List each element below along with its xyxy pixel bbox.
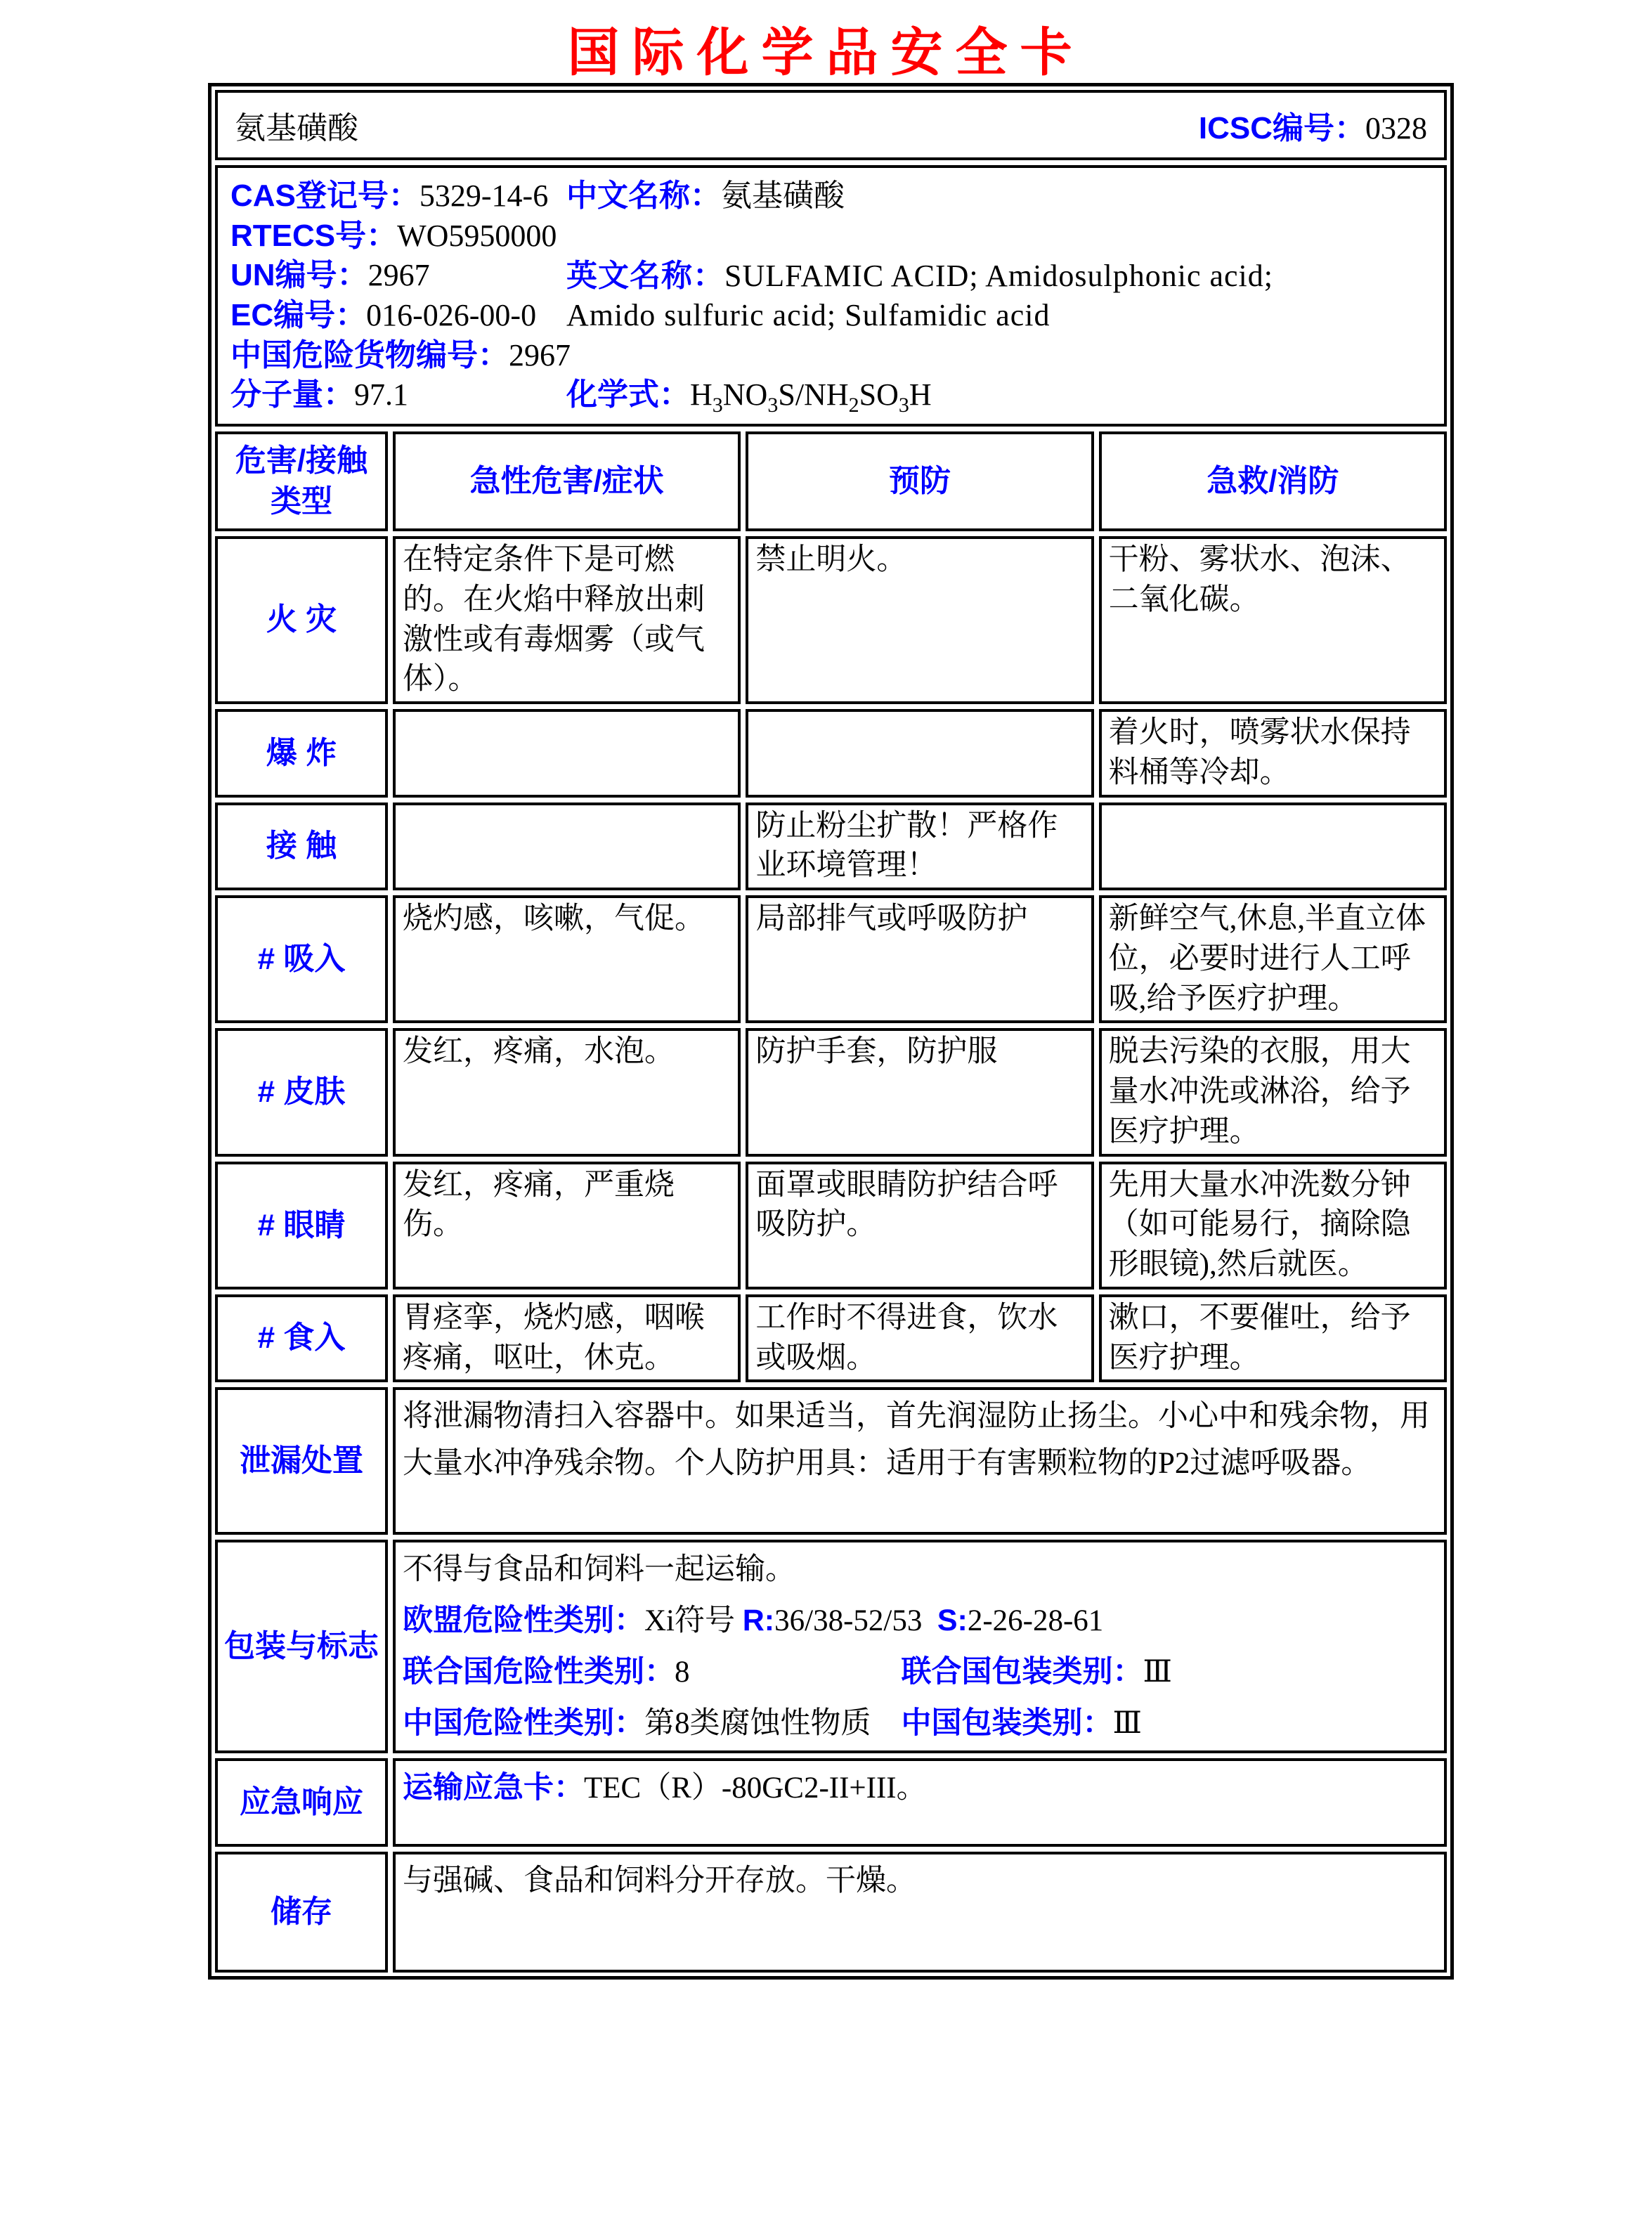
- hazard-table-header: 危害/接触类型: [215, 431, 388, 531]
- icsc-number: [1199, 103, 1427, 148]
- english-name-line: [566, 256, 1431, 336]
- detail-value: Xi符号: [644, 1604, 743, 1638]
- hazard-cell: 胃痉挛，烧灼感，咽喉疼痛，呕吐，休克。: [393, 1294, 741, 1383]
- hazard-table: [215, 431, 1447, 1973]
- identifier-line: [230, 297, 561, 334]
- detail-label: S:: [937, 1604, 968, 1638]
- names-block: [561, 178, 1431, 417]
- hazard-row-label: 火 灾: [215, 536, 388, 704]
- identifier-label: EC编号：: [230, 297, 367, 332]
- detail-line: [403, 1595, 1437, 1646]
- hazard-cell: 先用大量水冲洗数分钟（如可能易行，摘除隐形眼镜),然后就医。: [1099, 1162, 1447, 1289]
- hazard-cell: 发红，疼痛，严重烧伤。: [393, 1162, 741, 1289]
- hazard-cell-wide: [393, 1540, 1447, 1753]
- identifier-line: [230, 337, 571, 375]
- identifier-line: [230, 218, 561, 255]
- hazard-row-label: 接 触: [215, 803, 388, 891]
- hazard-cell: 脱去污染的衣服，用大量水冲洗或淋浴，给予医疗护理。: [1099, 1028, 1447, 1156]
- detail-value: 8: [675, 1656, 902, 1689]
- identifier-line: [230, 178, 561, 215]
- hazard-cell: 发红，疼痛，水泡。: [393, 1028, 741, 1156]
- hazard-cell: 禁止明火。: [746, 536, 1093, 704]
- identifier-label: RTECS号：: [230, 218, 398, 253]
- detail-value: Ⅲ: [1143, 1656, 1172, 1689]
- substance-header-box: [215, 90, 1447, 160]
- detail-label: 欧盟危险性类别：: [403, 1604, 644, 1638]
- hazard-row-label: 包装与标志: [215, 1540, 388, 1753]
- identifier-value: WO5950000: [397, 218, 557, 253]
- identifier-value: 016-026-00-0: [366, 297, 537, 332]
- detail-value: 36/38-52/53: [774, 1604, 937, 1638]
- detail-value: 第8类腐蚀性物质: [644, 1707, 902, 1741]
- detail-value: 2-26-28-61: [967, 1604, 1104, 1638]
- formula-line: [566, 377, 1431, 417]
- english-name-value: SULFAMIC ACID; Amidosulphonic acid; Amido sulfuric acid; Sulfamidic acid: [566, 258, 1273, 332]
- identifier-value: 97.1: [354, 377, 408, 412]
- hazard-cell: [393, 803, 741, 891]
- hazard-row-label: 泄漏处置: [215, 1387, 388, 1535]
- icsc-value: 0328: [1365, 111, 1427, 145]
- hazard-row-label: # 眼睛: [215, 1162, 388, 1289]
- detail-label: 联合国危险性类别：: [403, 1655, 675, 1689]
- hazard-cell: 防止粉尘扩散！严格作业环境管理！: [746, 803, 1093, 891]
- hazard-table-header: 急救/消防: [1099, 431, 1447, 531]
- identifiers-box: [215, 165, 1447, 427]
- detail-label: 中国危险性类别：: [403, 1706, 644, 1741]
- identifier-value: 5329-14-6: [419, 178, 549, 213]
- identifier-value: 2967: [509, 337, 571, 372]
- detail-label: 中国包装类别：: [901, 1706, 1113, 1741]
- detail-label: 联合国包装类别：: [901, 1655, 1143, 1689]
- hazard-cell: [1099, 803, 1447, 891]
- english-name-label: 英文名称：: [566, 258, 724, 293]
- hazard-cell: 新鲜空气,休息,半直立体位，必要时进行人工呼吸,给予医疗护理。: [1099, 895, 1447, 1023]
- hazard-cell: [746, 709, 1093, 798]
- hazard-row-label: # 食入: [215, 1294, 388, 1383]
- hazard-cell: 漱口，不要催吐，给予医疗护理。: [1099, 1294, 1447, 1383]
- detail-label: 运输应急卡：: [403, 1771, 584, 1805]
- icsc-label: ICSC编号：: [1198, 111, 1365, 145]
- hazard-cell-wide: [393, 1758, 1447, 1847]
- detail-value: Ⅲ: [1112, 1707, 1142, 1741]
- detail-value: TEC（R）-80GC2-II+III。: [584, 1772, 927, 1805]
- hazard-row-label: # 皮肤: [215, 1028, 388, 1156]
- identifier-line: [230, 257, 561, 294]
- hazard-row-label: # 吸入: [215, 895, 388, 1023]
- detail-value: 不得与食品和饲料一起运输。: [403, 1553, 795, 1587]
- chinese-name-label: 中文名称：: [566, 178, 721, 213]
- hazard-cell: [393, 709, 741, 798]
- identifier-label: 分子量：: [230, 377, 354, 412]
- detail-line: [403, 1762, 1437, 1814]
- hazard-cell: 干粉、雾状水、泡沫、二氧化碳。: [1099, 536, 1447, 704]
- substance-name: 氨基磺酸: [235, 111, 358, 145]
- hazard-row-label: 应急响应: [215, 1758, 388, 1847]
- formula-value: $H_3NO_3S/NH_2SO_3H$: [690, 377, 932, 417]
- hazard-cell: 烧灼感，咳嗽，气促。: [393, 895, 741, 1023]
- hazard-cell: 局部排气或呼吸防护: [746, 895, 1093, 1023]
- hazard-cell: 防护手套，防护服: [746, 1028, 1093, 1156]
- identifier-list: [230, 178, 571, 414]
- identifier-label: CAS登记号：: [230, 178, 419, 213]
- identifier-label: UN编号：: [230, 258, 368, 293]
- hazard-table-header: 急性危害/症状: [393, 431, 741, 531]
- identifier-line: [230, 377, 561, 414]
- hazard-cell: 面罩或眼睛防护结合呼吸防护。: [746, 1162, 1093, 1289]
- hazard-row-label: 储存: [215, 1852, 388, 1973]
- detail-line: [403, 1544, 1437, 1595]
- safety-card: [208, 83, 1454, 1980]
- chinese-name-line: [566, 178, 1431, 215]
- identifier-value: 2967: [368, 258, 430, 293]
- identifier-label: 中国危险货物编号：: [230, 337, 509, 372]
- detail-line: [403, 1646, 1437, 1698]
- detail-label: R:: [742, 1604, 775, 1638]
- hazard-table-header: 预防: [746, 431, 1093, 531]
- hazard-cell: 着火时，喷雾状水保持料桶等冷却。: [1099, 709, 1447, 798]
- chinese-name-value: 氨基磺酸: [721, 178, 845, 213]
- detail-line: [403, 1698, 1437, 1749]
- hazard-row-label: 爆 炸: [215, 709, 388, 798]
- formula-label: 化学式：: [566, 377, 690, 412]
- page-title: 国际化学品安全卡: [567, 23, 1085, 82]
- hazard-cell-wide: 与强碱、食品和饲料分开存放。干燥。: [393, 1852, 1447, 1973]
- hazard-cell-wide: 将泄漏物清扫入容器中。如果适当，首先润湿防止扬尘。小心中和残余物，用大量水冲净残余物。个人防护用具：适用于有害颗粒物的P2过滤呼吸器。: [393, 1387, 1447, 1535]
- hazard-cell: 在特定条件下是可燃的。在火焰中释放出刺激性或有毒烟雾（或气体）。: [393, 536, 741, 704]
- hazard-cell: 工作时不得进食，饮水或吸烟。: [746, 1294, 1093, 1383]
